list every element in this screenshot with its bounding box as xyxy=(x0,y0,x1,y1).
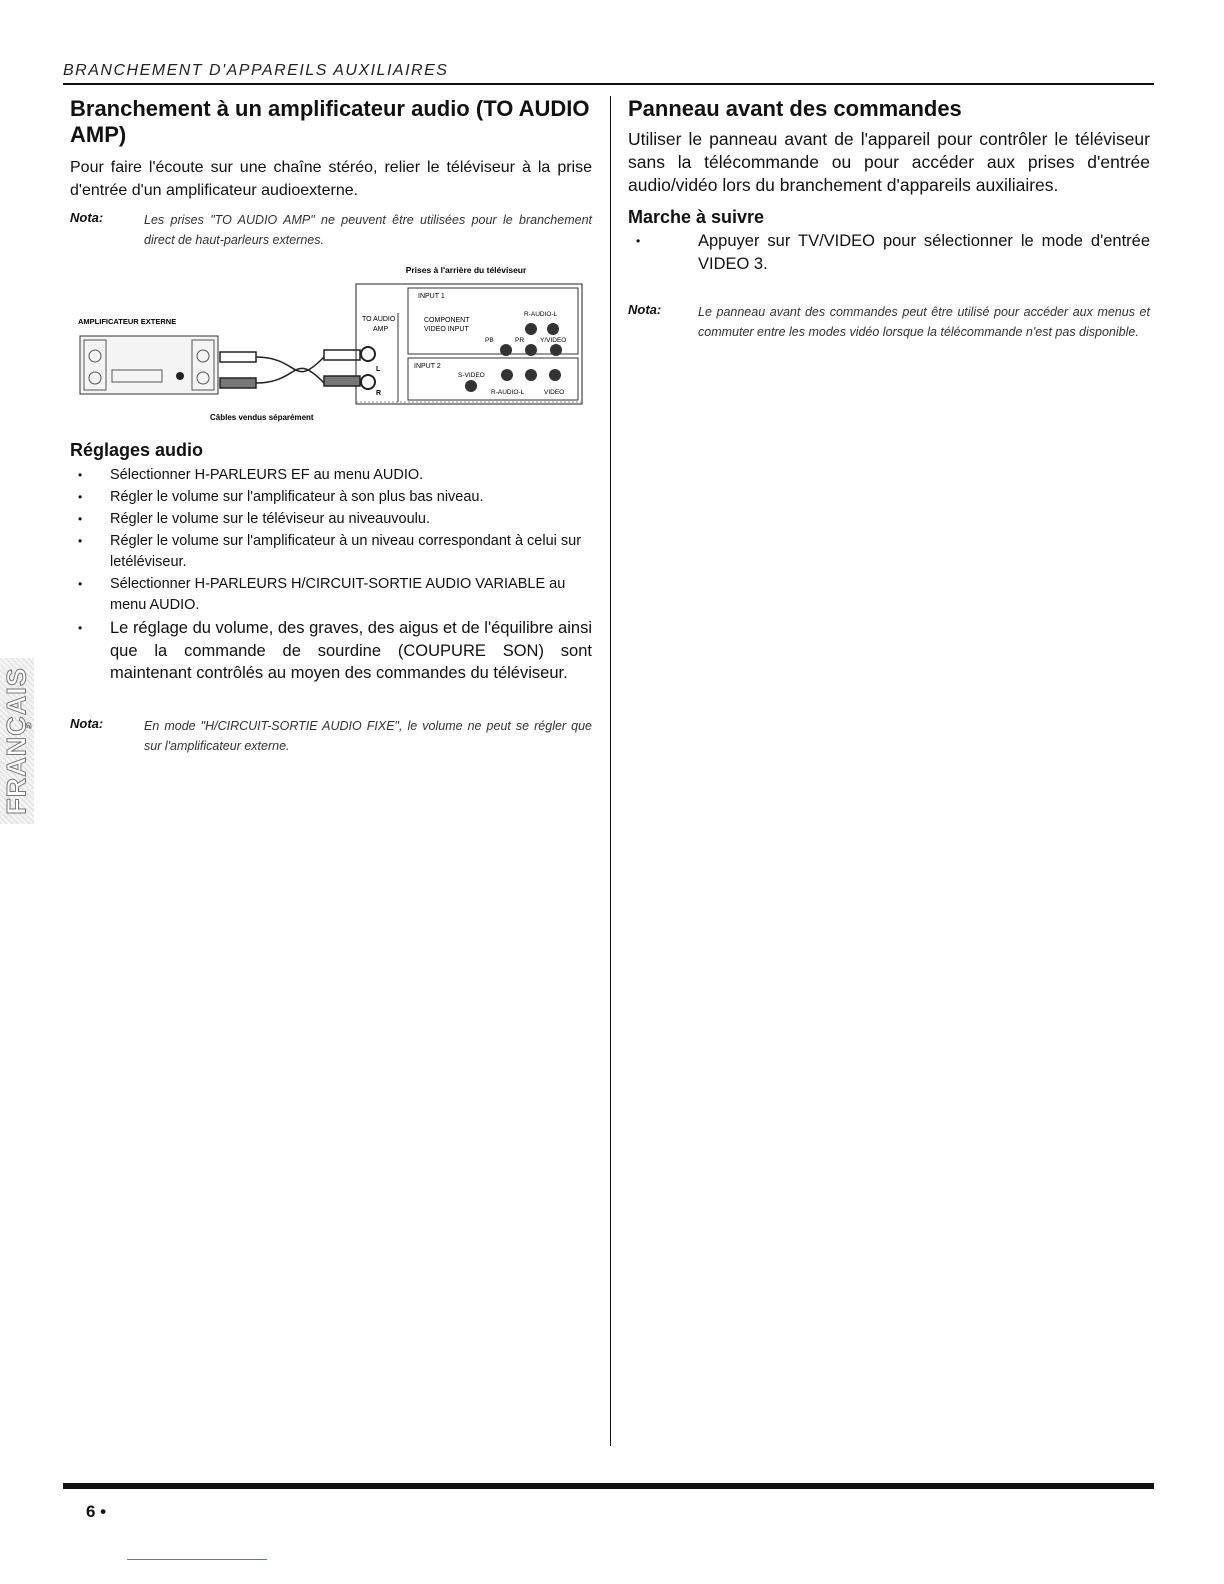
column-divider xyxy=(610,96,611,1446)
r-audio-l-2-label: R-AUDIO-L xyxy=(491,389,525,396)
jack-icon xyxy=(525,323,537,335)
pr-label: PR xyxy=(515,337,525,344)
note-2-text: En mode "H/CIRCUIT-SORTIE AUDIO FIXE", le volume ne peut se régler que sur l'amplificateur externe. xyxy=(144,719,592,753)
amp-section-title: Branchement à un amplificateur audio (TO AUDIO AMP) xyxy=(70,96,590,147)
right-column xyxy=(628,96,1150,276)
cables-label: Câbles vendus séparément xyxy=(210,413,314,422)
header-rule xyxy=(63,83,1154,85)
note-1 xyxy=(70,210,592,250)
s-video-label: S-VIDEO xyxy=(458,372,485,379)
list-item: • Sélectionner H-PARLEURS H/CIRCUIT-SORTIE AUDIO VARIABLE au menu AUDIO. xyxy=(70,574,592,616)
rca-plug-icon xyxy=(324,350,360,360)
marche-title: Marche à suivre xyxy=(628,207,765,227)
pb-label: PB xyxy=(485,337,494,344)
to-audio-label: TO AUDIO xyxy=(362,316,396,323)
amplifier-label: AMPLIFICATEUR EXTERNE xyxy=(78,317,177,326)
amplifier-box xyxy=(80,336,218,394)
note-3-text: Le panneau avant des commandes peut être utilisé pour accéder aux menus et commuter entre les modes vidéo lorsque la télécommande n'est pas disponible. xyxy=(698,305,1150,339)
component-label: COMPONENT xyxy=(424,317,470,324)
note-2-label: Nota: xyxy=(70,716,104,731)
panel-intro: Utiliser le panneau avant de l'appareil pour contrôler le téléviseur sans la télécommande ou pour accéder aux prises d'entrée audio/vidéo lors du branchement d'appareils auxiliaires. xyxy=(628,129,1150,195)
l-label: L xyxy=(376,366,381,373)
r-audio-l-label: R-AUDIO-L xyxy=(524,311,558,318)
note-3 xyxy=(628,302,1150,342)
list-item: • Régler le volume sur l'amplificateur à un niveau correspondant à celui sur letéléviseur. xyxy=(70,531,592,573)
note-1-label: Nota: xyxy=(70,210,104,225)
page-number: 6 • xyxy=(86,1502,107,1521)
left-column xyxy=(70,96,592,202)
cable-l xyxy=(256,357,324,372)
reglages-section xyxy=(70,440,592,686)
note-1-text: Les prises "TO AUDIO AMP" ne peuvent être utilisées pour le branchement direct de haut-parleurs externes. xyxy=(144,213,592,247)
amp-label: AMP xyxy=(373,326,389,333)
rear-jacks-label: Prises à l'arrière du téléviseur xyxy=(405,265,527,275)
input1-label: INPUT 1 xyxy=(418,293,445,300)
video-label: VIDEO xyxy=(544,389,565,396)
list-item: • Appuyer sur TV/VIDEO pour sélectionner le mode d'entrée VIDEO 3. xyxy=(628,230,1150,275)
jack-icon xyxy=(500,344,512,356)
jack-icon xyxy=(501,369,513,381)
rca-plug-icon xyxy=(324,376,360,386)
input2-label: INPUT 2 xyxy=(414,363,441,370)
panel-section-title: Panneau avant des commandes xyxy=(628,96,962,121)
jack-icon xyxy=(525,344,537,356)
list-item: • Le réglage du volume, des graves, des aigus et de l'équilibre ainsi que la commande de sourdine (COUPURE SON) sont maintenant contrôlés au moyen des commandes du téléviseur. xyxy=(70,617,592,685)
video-input-label: VIDEO INPUT xyxy=(424,326,469,333)
language-side-tab xyxy=(0,658,34,824)
reglages-list xyxy=(70,465,592,685)
to-audio-r-jack xyxy=(361,375,375,389)
y-video-label: Y/VIDEO xyxy=(540,337,567,344)
r-label: R xyxy=(376,390,382,397)
jack-icon xyxy=(549,369,561,381)
footer-line xyxy=(127,1559,267,1560)
jack-icon xyxy=(525,369,537,381)
rca-plug-icon xyxy=(220,352,256,362)
note-3-label: Nota: xyxy=(628,302,662,317)
side-tab-label: FRANÇAIS xyxy=(1,667,32,815)
connection-diagram xyxy=(70,258,600,430)
list-item: • Régler le volume sur l'amplificateur à son plus bas niveau. xyxy=(70,487,592,508)
to-audio-l-jack xyxy=(361,347,375,361)
list-item: • Sélectionner H-PARLEURS EF au menu AUDIO. xyxy=(70,465,592,486)
jack-icon xyxy=(550,344,562,356)
jack-icon xyxy=(547,323,559,335)
amp-knob-icon xyxy=(176,372,184,380)
amp-intro: Pour faire l'écoute sur une chaîne stéréo, relier le téléviseur à la prise d'entrée d'un amplificateur audioexterne. xyxy=(70,159,592,199)
rca-plug-icon xyxy=(220,378,256,388)
reglages-title: Réglages audio xyxy=(70,440,204,460)
section-header: BRANCHEMENT D'APPAREILS AUXILIAIRES xyxy=(63,62,449,79)
note-2 xyxy=(70,716,592,756)
cable-r xyxy=(256,368,324,383)
list-item: • Régler le volume sur le téléviseur au niveauvoulu. xyxy=(70,509,592,530)
jack-icon xyxy=(465,380,477,392)
marche-list xyxy=(628,230,1150,275)
bottom-rule xyxy=(63,1483,1154,1489)
